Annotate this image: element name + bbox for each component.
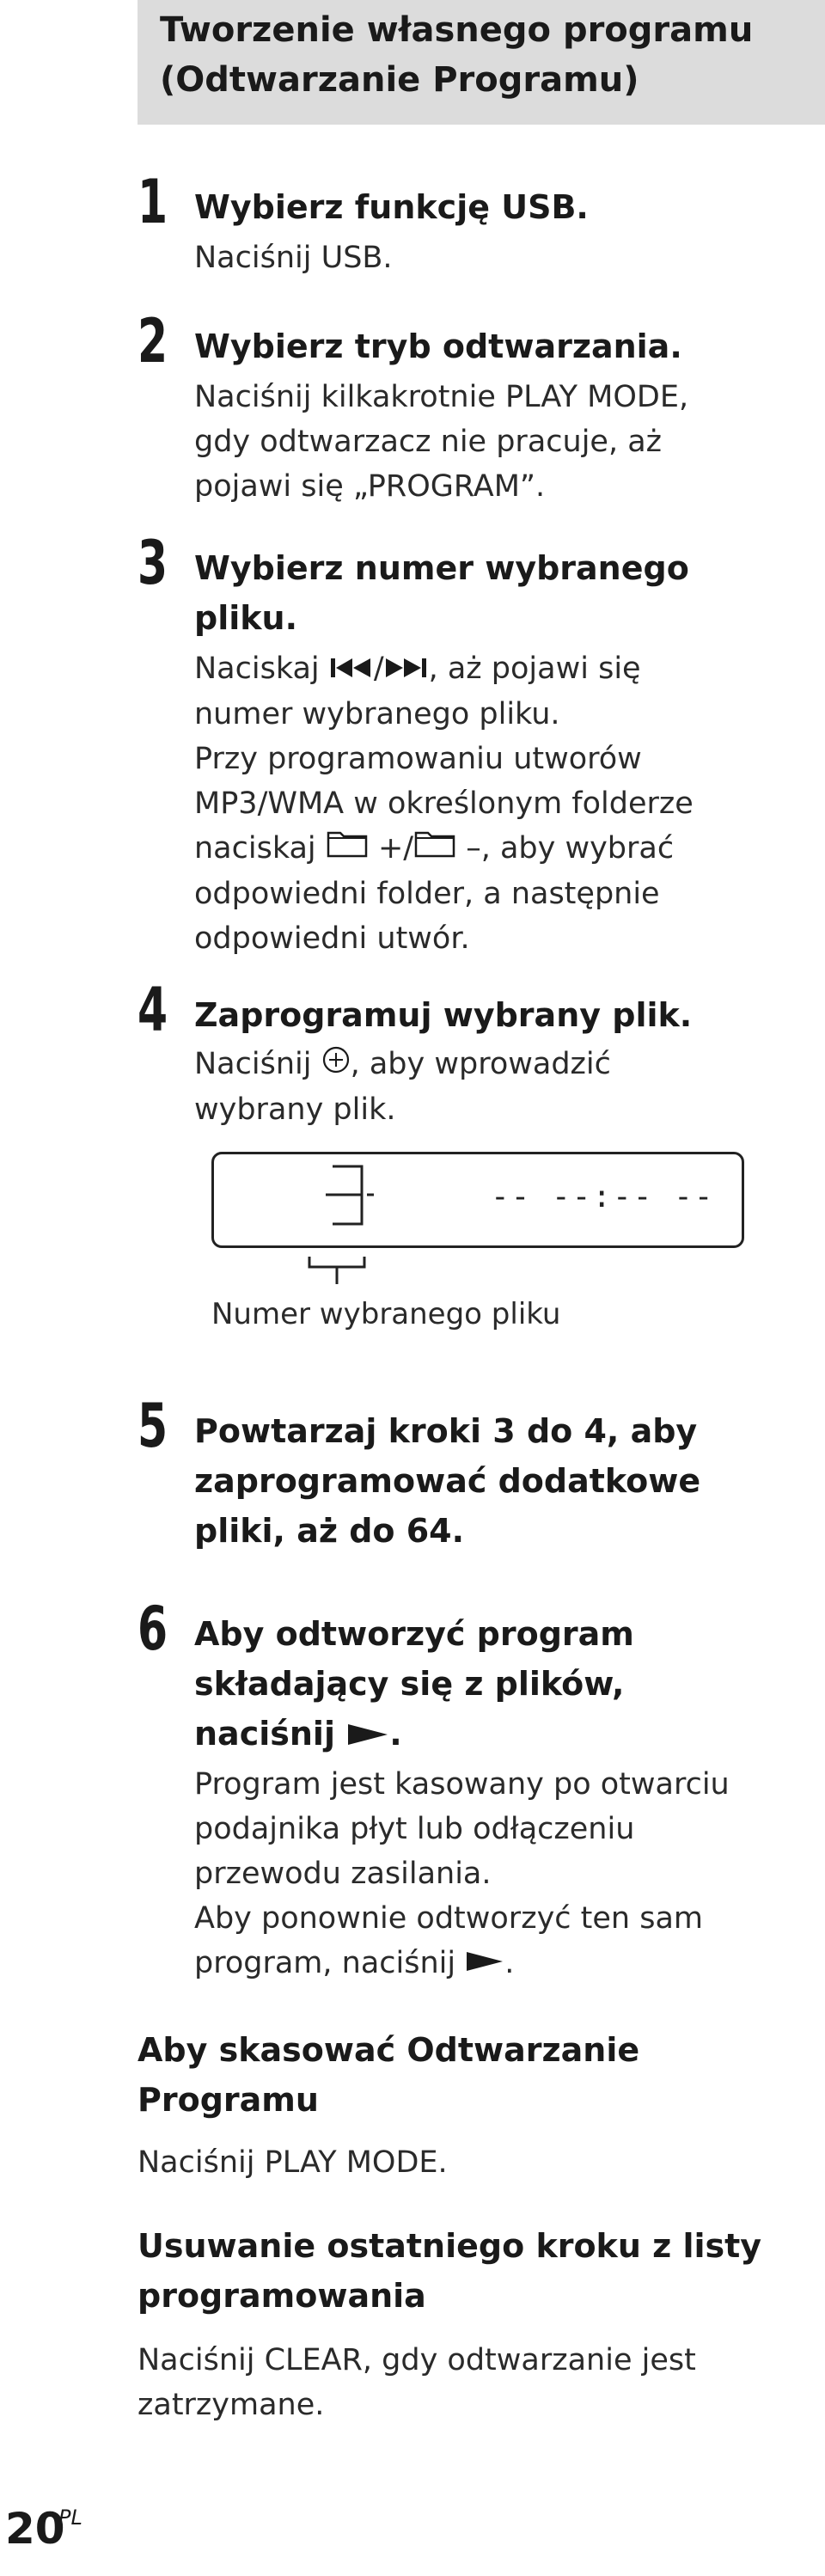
step-body-line: odpowiedni utwór.: [194, 921, 470, 956]
folder-icon: [413, 827, 456, 872]
step-title-line: Wybierz tryb odtwarzania.: [194, 327, 682, 365]
section-body-line: Naciśnij CLEAR, gdy odtwarzanie jest: [138, 2343, 696, 2377]
section-title-line: Programu: [138, 2081, 319, 2119]
text: .: [504, 1946, 515, 1980]
step-title-line: Aby odtworzyć program: [194, 1615, 634, 1653]
step-body-line: [194, 1042, 813, 1087]
step-body-line: [194, 826, 813, 872]
section-title: [138, 2025, 808, 2125]
step-body-line: [194, 646, 813, 692]
text: –, aby wybrać: [466, 831, 675, 866]
page-title: [160, 5, 813, 105]
previous-track-icon: [329, 647, 374, 692]
step-title-line: [194, 1709, 813, 1761]
play-icon: [465, 1942, 504, 1986]
step-title-line: Zaprogramuj wybrany plik.: [194, 996, 693, 1034]
section-header: [138, 0, 825, 125]
step-body-line: Naciśnij kilkakrotnie PLAY MODE,: [194, 380, 689, 414]
step-body-line: gdy odtwarzacz nie pracuje, aż: [194, 425, 663, 459]
text: naciskaj: [194, 831, 316, 866]
step-body-line: [194, 1941, 813, 1986]
step-title: [194, 182, 813, 232]
step-number: 3: [138, 528, 168, 598]
step-body-line: MP3/WMA w określonym folderze: [194, 786, 694, 821]
text: +/: [377, 831, 414, 866]
section-body: [138, 2140, 808, 2185]
step-body: [194, 1762, 813, 1986]
text: naciśnij: [194, 1715, 335, 1753]
text: .: [389, 1715, 402, 1753]
step-title: [194, 321, 813, 371]
step-title: [194, 990, 813, 1040]
text: Naciskaj: [194, 652, 320, 686]
text: , aż pojawi się: [428, 652, 641, 686]
text: program, naciśnij: [194, 1946, 456, 1980]
step-title-line: Wybierz funkcję USB.: [194, 188, 589, 226]
step-body-line: Program jest kasowany po otwarciu: [194, 1767, 730, 1802]
step-title: [194, 1609, 813, 1761]
section-title-line: Usuwanie ostatniego kroku z listy: [138, 2227, 762, 2265]
section-body-line: Naciśnij PLAY MODE.: [138, 2145, 448, 2180]
display-right-readout: -- --:-- --: [491, 1179, 715, 1215]
page-title-line-1: Tworzenie własnego programu: [160, 10, 754, 50]
page-number: 20: [5, 2504, 65, 2554]
enter-plus-circle-icon: [321, 1043, 351, 1087]
next-track-icon: [384, 647, 429, 692]
display-bracket: [308, 1255, 368, 1289]
step-body-line: wybrany plik.: [194, 1092, 396, 1127]
page-language: PL: [58, 2506, 82, 2530]
step-title-line: pliki, aż do 64.: [194, 1512, 465, 1550]
section-title: [138, 2221, 808, 2321]
step-title-line: składający się z plików,: [194, 1665, 625, 1703]
step-body-line: odpowiedni folder, a następnie: [194, 877, 660, 911]
display-caption: Numer wybranego pliku: [211, 1297, 561, 1331]
page-title-line-2: (Odtwarzanie Programu): [160, 60, 639, 100]
step-number: 1: [138, 167, 168, 237]
step-body-line: Przy programowaniu utworów: [194, 742, 642, 776]
step-number: 4: [138, 975, 168, 1045]
folder-icon: [326, 827, 369, 872]
step-title-line: Powtarzaj kroki 3 do 4, aby: [194, 1412, 698, 1450]
step-body: [194, 646, 813, 961]
step-body-line: podajnika płyt lub odłączeniu: [194, 1812, 635, 1846]
step-body-line: przewodu zasilania.: [194, 1857, 492, 1891]
step-title-line: pliku.: [194, 599, 298, 637]
section-body: [138, 2338, 808, 2427]
step-body-line: numer wybranego pliku.: [194, 697, 560, 731]
section-title-line: programowania: [138, 2277, 426, 2315]
step-title: [194, 543, 813, 643]
section-title-line: Aby skasować Odtwarzanie: [138, 2031, 640, 2069]
text: Naciśnij: [194, 1047, 312, 1081]
step-body: [194, 1042, 813, 1132]
display-panel: [211, 1152, 744, 1248]
step-body: [194, 236, 813, 280]
text: , aby wprowadzić: [350, 1047, 611, 1081]
step-number: 5: [138, 1391, 168, 1461]
step-title-line: Wybierz numer wybranego: [194, 549, 689, 587]
play-icon: [346, 1711, 389, 1761]
step-title: [194, 1406, 813, 1556]
section-body-line: zatrzymane.: [138, 2388, 325, 2422]
step-title-line: zaprogramować dodatkowe: [194, 1462, 701, 1500]
step-number: 2: [138, 306, 168, 376]
step-number: 6: [138, 1594, 168, 1664]
step-body-line: Naciśnij USB.: [194, 241, 393, 275]
step-body-line: pojawi się „PROGRAM”.: [194, 469, 546, 504]
step-body-line: Aby ponownie odtworzyć ten sam: [194, 1901, 703, 1936]
step-body: [194, 375, 813, 509]
separator: /: [373, 652, 384, 686]
